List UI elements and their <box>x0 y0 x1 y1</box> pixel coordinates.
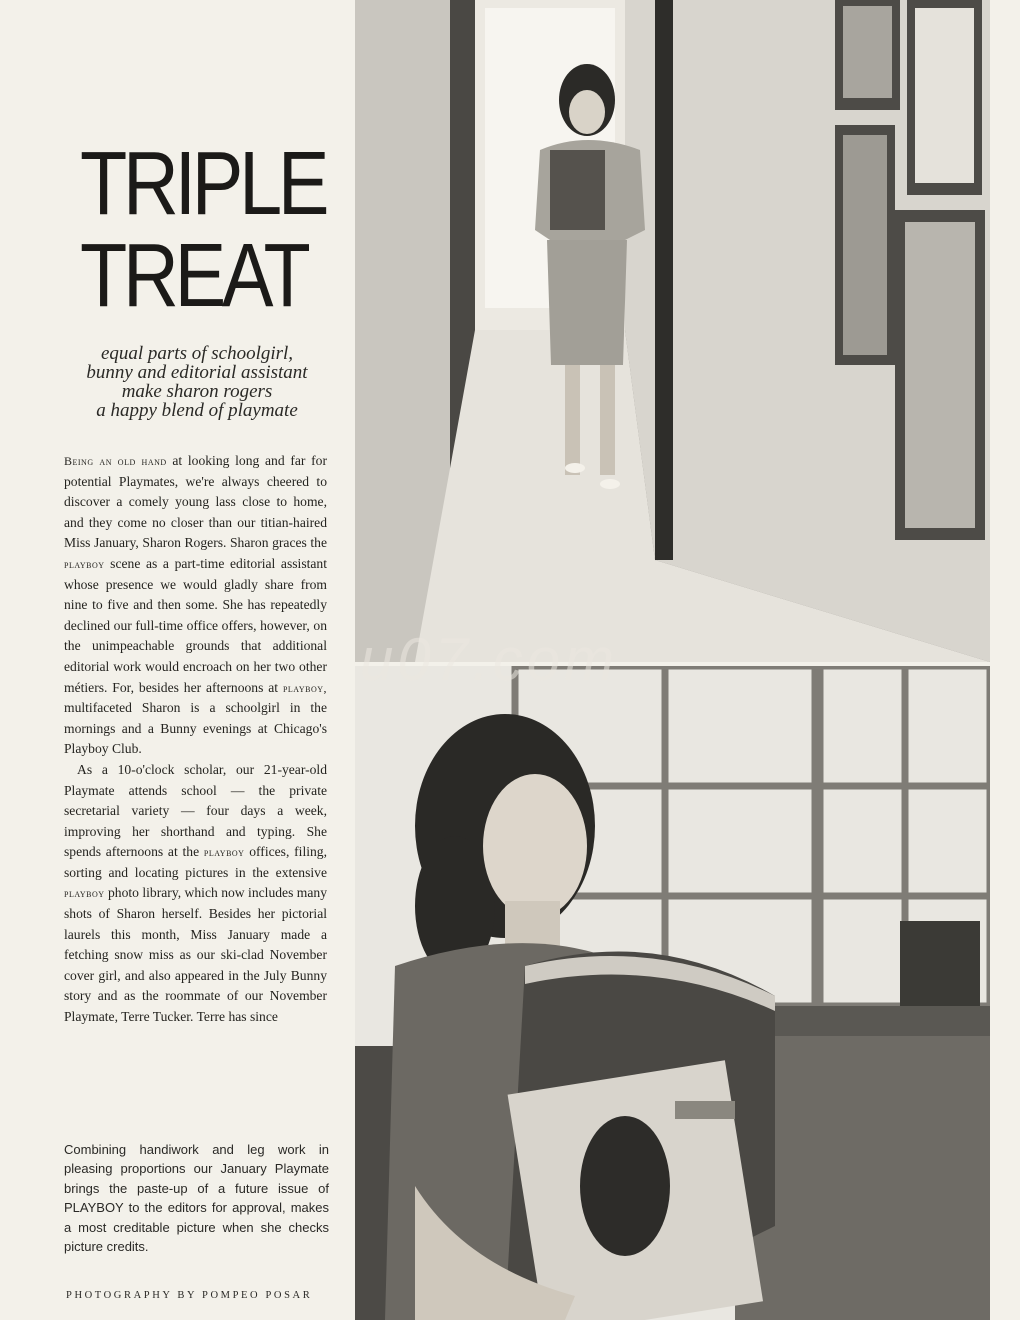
subtitle-line: bunny and editorial assistant <box>86 362 308 383</box>
hallway-photo-illustration <box>355 0 990 662</box>
portrait-photo-illustration <box>355 666 990 1320</box>
article-body <box>64 451 327 1028</box>
body-text-run: offices, filing, sorting and locating pictures in the extensive <box>64 844 327 880</box>
photo-caption: Combining handiwork and leg work in pleasing proportions our January Playmate brings the paste-up of a future issue of PLAYBOY to the editors for approval, makes a most creditable picture when she checks picture credits. <box>64 1142 329 1255</box>
magazine-name: playboy <box>203 845 245 860</box>
magazine-name: playboy, <box>282 680 327 695</box>
title-line-2: TREAT <box>80 226 307 326</box>
article-title <box>80 134 326 326</box>
watermark: u07.com <box>360 626 619 693</box>
magazine-name: playboy <box>64 886 105 901</box>
subtitle-line: a happy blend of playmate <box>96 400 298 421</box>
title-line-1: TRIPLE <box>80 134 326 234</box>
body-text-run: scene as a part-time editorial assistant whose presence we would gladly share from nine to five and then some. She has repeatedly declined our full-time office offers, however, on the unimpeachable grounds that additional editorial work would encroach on her two other métiers. For, besides her afternoons at <box>64 555 327 695</box>
body-text-run: multifaceted Sharon is a schoolgirl in the mornings and a Bunny evenings at Chicago's Playboy Club. <box>64 700 327 757</box>
hallway-photo <box>355 0 990 662</box>
body-paragraph-1 <box>64 451 327 760</box>
body-text-run: As a 10-o'clock scholar, our 21-year-old Playmate attends school — the private secretarial variety — four days a week, improving her shorthand and typing. She spends afternoons at the <box>64 761 327 860</box>
body-text-run: photo library, which now includes many shots of Sharon herself. Besides her pictorial laurels this month, Miss January made a fetching snow miss as our ski-clad November cover girl, and also appeared in the July Bunny story and as the roommate of our November Playmate, Terre Tucker. Terre has since <box>64 885 327 1025</box>
subtitle-line: equal parts of schoolgirl, <box>100 343 294 364</box>
portrait-photo <box>355 666 990 1320</box>
body-text-run: at looking long and far for potential Playmates, we're always cheered to discover a comely young lass close to home, and they come no closer than our titian-haired Miss January, Sharon Rogers. Sharon graces the <box>64 453 327 551</box>
subtitle-line: make sharon rogers <box>121 381 273 402</box>
body-paragraph-2 <box>64 760 327 1028</box>
photo-credit: PHOTOGRAPHY BY POMPEO POSAR <box>66 1290 313 1301</box>
article-subtitle <box>66 344 328 420</box>
lead-in: Being an old hand <box>64 454 167 468</box>
magazine-name: playboy <box>64 556 105 571</box>
